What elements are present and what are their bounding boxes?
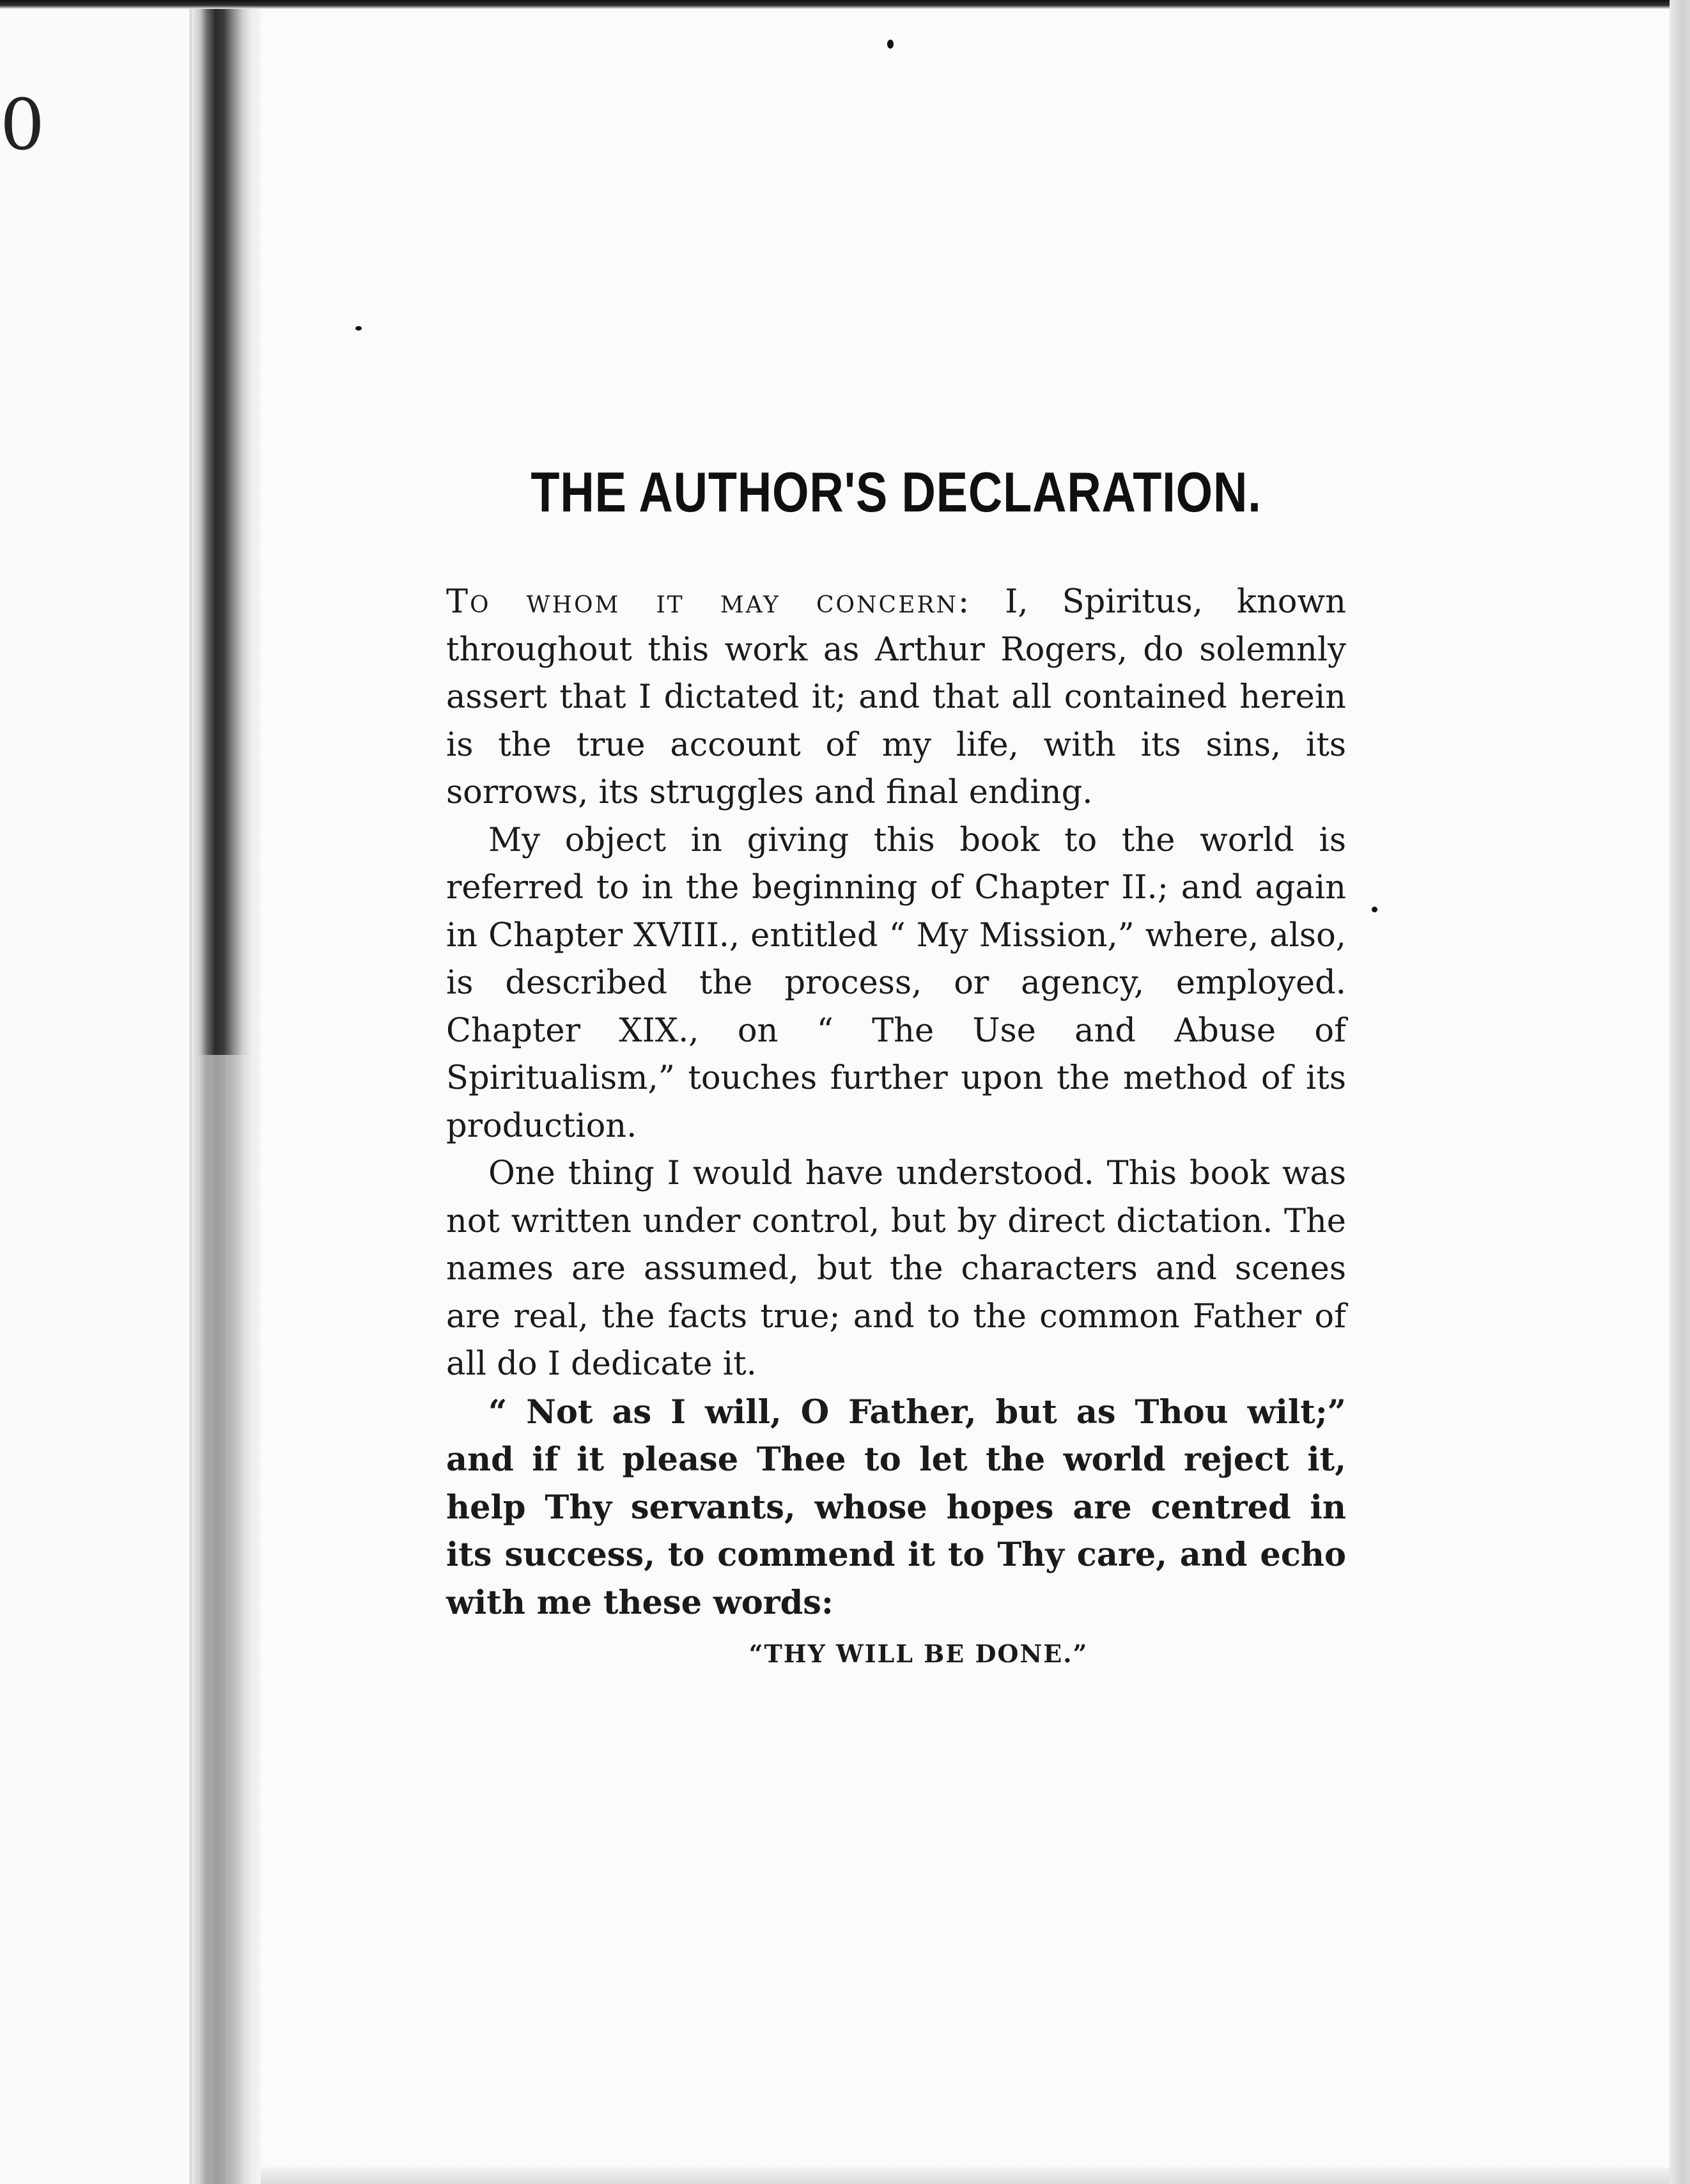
paragraph: “ Not as I will, O Father, but as Thou wilt;” and if it please Thee to let the world reject it, help Thy servants, whose hopes are centred in its success, to commend it to Thy care, and echo with me these words: (446, 1392, 1346, 1622)
paragraph (446, 579, 1346, 817)
declaration-body (446, 579, 1346, 1626)
facing-page-fragment: 0 (0, 84, 45, 166)
declaration (446, 457, 1346, 1668)
facing-page-sliver (0, 9, 192, 2184)
paragraph: My object in giving this book to the world is referred to in the beginning of Chapter II.; and again in Chapter XVIII., entitled “ My Mission,” where, also, is described the process, or agency, employed. Chapter XIX., on “ The Use and Abuse of Spiritualism,” touches further upon the method of its production. (446, 821, 1346, 1145)
paragraph-lead: To whom it may concern: (446, 583, 972, 621)
page-right-edge (1670, 0, 1690, 2184)
ink-speck (355, 326, 362, 331)
page-bottom-edge (261, 2167, 1670, 2184)
paragraph-text: I, Spiritus, known throughout this work as Arthur Rogers, do solemnly assert that I dictated it; and that all contained herein is the true account of my life, with its sins, its sorrows, its struggles and final ending. (446, 583, 1346, 811)
ink-speck (887, 40, 894, 49)
gutter-highlight (192, 1055, 256, 2184)
page-title: THE AUTHOR'S DECLARATION. (531, 460, 1262, 524)
top-edge-shadow (0, 0, 1690, 9)
paragraph: One thing I would have understood. This book was not written under control, but by direct dictation. The names are assumed, but the characters and scenes are real, the facts true; and to the common Father of all do I dedicate it. (446, 1155, 1346, 1383)
ink-speck (1372, 907, 1377, 912)
closing-line: “THY WILL BE DONE.” (748, 1639, 1089, 1668)
